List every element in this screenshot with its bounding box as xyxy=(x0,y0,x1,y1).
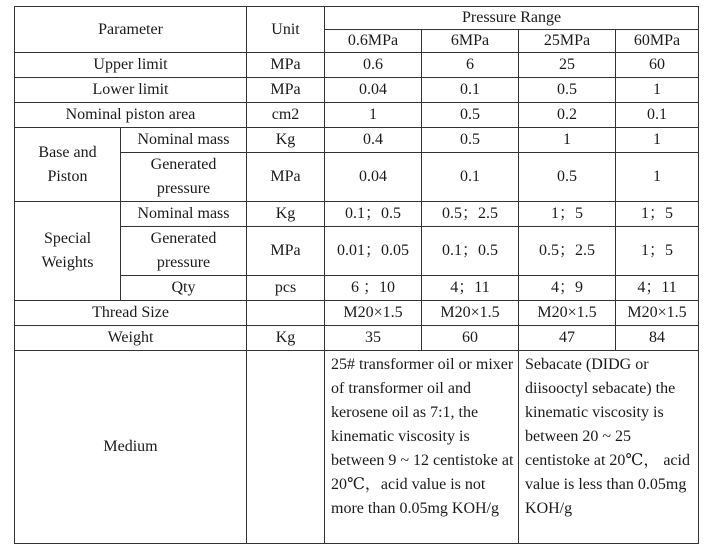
specification-table xyxy=(14,6,699,544)
cell-value: 0.1 xyxy=(422,153,519,202)
cell-value: 0.04 xyxy=(325,78,422,103)
group-base-piston: Base and Piston xyxy=(15,128,121,202)
cell-value: 0.5；2.5 xyxy=(519,227,616,276)
cell-value: 1；5 xyxy=(519,202,616,227)
row-thread-size xyxy=(15,301,699,326)
cell-value: 4；11 xyxy=(422,276,519,301)
cell-value: 1；5 xyxy=(616,202,699,227)
cell-value: 0.1；0.5 xyxy=(422,227,519,276)
header-range-25mpa: 25MPa xyxy=(519,30,616,53)
cell-value: 84 xyxy=(616,326,699,351)
row-base-piston-mass xyxy=(15,128,699,153)
cell-value: 0.1；0.5 xyxy=(325,202,422,227)
label-piston-area: Nominal piston area xyxy=(15,103,247,128)
cell-value: M20×1.5 xyxy=(616,301,699,326)
cell-value: 0.01；0.05 xyxy=(325,227,422,276)
header-range-6mpa: 6MPa xyxy=(422,30,519,53)
unit-piston-area: cm2 xyxy=(247,103,325,128)
unit-lower-limit: MPa xyxy=(247,78,325,103)
unit-special-mass: Kg xyxy=(247,202,325,227)
cell-value: 4；9 xyxy=(519,276,616,301)
medium-low-pressure-text: 25# transformer oil or mixer of transformer oil and kerosene oil as 7:1, the kinematic viscosity is between 9 ~ 12 centistoke at 20℃，acid value is not more than 0.05mg KOH/g xyxy=(325,351,519,544)
cell-value: 6 ；10 xyxy=(325,276,422,301)
cell-value: 60 xyxy=(616,53,699,78)
unit-base-pressure: MPa xyxy=(247,153,325,202)
cell-value: 0.1 xyxy=(616,103,699,128)
unit-thread-size xyxy=(247,301,325,326)
medium-high-pressure-text: Sebacate (DIDG or diisooctyl sebacate) the kinematic viscosity is between 20 ~ 25 centistoke at 20℃， acid value is less than 0.05mg KOH/g xyxy=(519,351,699,544)
label-base-mass: Nominal mass xyxy=(121,128,247,153)
label-base-pressure: Generated pressure xyxy=(121,153,247,202)
cell-value: 0.04 xyxy=(325,153,422,202)
cell-value: 1 xyxy=(616,153,699,202)
cell-value: 4；11 xyxy=(616,276,699,301)
label-special-pressure: Generated pressure xyxy=(121,227,247,276)
row-medium xyxy=(15,351,699,544)
unit-weight: Kg xyxy=(247,326,325,351)
header-pressure-range: Pressure Range xyxy=(325,7,699,30)
row-upper-limit xyxy=(15,53,699,78)
unit-upper-limit: MPa xyxy=(247,53,325,78)
header-range-0-6mpa: 0.6MPa xyxy=(325,30,422,53)
cell-value: 1 xyxy=(325,103,422,128)
cell-value: 0.6 xyxy=(325,53,422,78)
header-range-60mpa: 60MPa xyxy=(616,30,699,53)
cell-value: 1；5 xyxy=(616,227,699,276)
cell-value: 0.5 xyxy=(519,78,616,103)
header-parameter: Parameter xyxy=(15,7,247,53)
cell-value: 0.5 xyxy=(422,103,519,128)
label-special-mass: Nominal mass xyxy=(121,202,247,227)
label-medium: Medium xyxy=(15,351,247,544)
cell-value: 47 xyxy=(519,326,616,351)
cell-value: 6 xyxy=(422,53,519,78)
group-special-weights: Special Weights xyxy=(15,202,121,301)
cell-value: 0.5 xyxy=(519,153,616,202)
cell-value: 25 xyxy=(519,53,616,78)
cell-value: 0.5；2.5 xyxy=(422,202,519,227)
row-piston-area xyxy=(15,103,699,128)
cell-value: 60 xyxy=(422,326,519,351)
row-lower-limit xyxy=(15,78,699,103)
cell-value: M20×1.5 xyxy=(519,301,616,326)
label-special-qty: Qty xyxy=(121,276,247,301)
cell-value: 1 xyxy=(616,128,699,153)
cell-value: M20×1.5 xyxy=(325,301,422,326)
cell-value: 0.5 xyxy=(422,128,519,153)
cell-value: 1 xyxy=(616,78,699,103)
unit-special-pressure: MPa xyxy=(247,227,325,276)
cell-value: 35 xyxy=(325,326,422,351)
cell-value: 0.2 xyxy=(519,103,616,128)
row-special-mass xyxy=(15,202,699,227)
label-weight: Weight xyxy=(15,326,247,351)
unit-medium xyxy=(247,351,325,544)
cell-value: 1 xyxy=(519,128,616,153)
cell-value: 0.4 xyxy=(325,128,422,153)
unit-special-qty: pcs xyxy=(247,276,325,301)
header-unit: Unit xyxy=(247,7,325,53)
label-thread-size: Thread Size xyxy=(15,301,247,326)
header-row-1 xyxy=(15,7,699,30)
label-lower-limit: Lower limit xyxy=(15,78,247,103)
row-weight xyxy=(15,326,699,351)
cell-value: M20×1.5 xyxy=(422,301,519,326)
label-upper-limit: Upper limit xyxy=(15,53,247,78)
cell-value: 0.1 xyxy=(422,78,519,103)
unit-base-mass: Kg xyxy=(247,128,325,153)
